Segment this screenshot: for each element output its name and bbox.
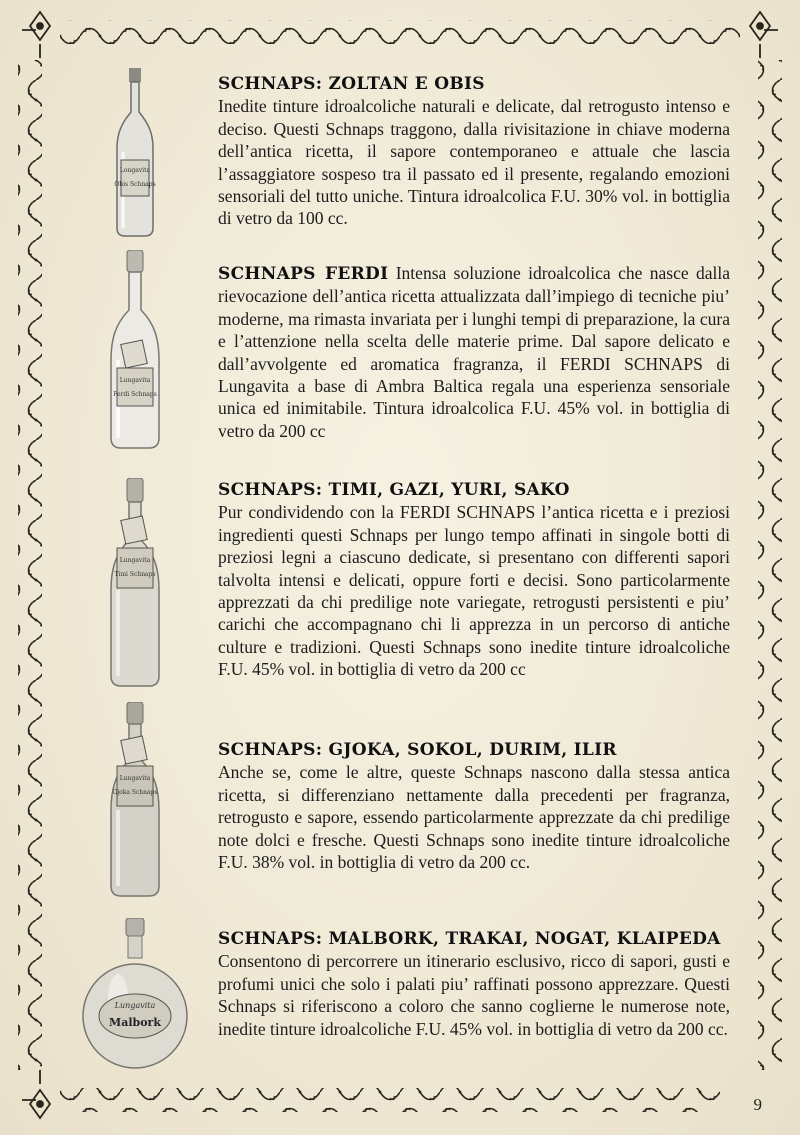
- svg-text:Ferdi Schnaps: Ferdi Schnaps: [113, 391, 157, 398]
- border-right: [758, 60, 782, 1070]
- entry-5: [218, 927, 730, 1040]
- svg-text:Lungavita: Lungavita: [119, 377, 151, 384]
- entry-title: SCHNAPS: MALBORK, TRAKAI, NOGAT, KLAIPEDA: [218, 929, 721, 949]
- svg-text:Malbork: Malbork: [109, 1016, 161, 1029]
- entry-body: Pur condividendo con la FERDI SCHNAPS l’antica ricetta e i preziosi ingredienti questi Schnaps per lungo tempo affinati in singole botti di preziosi legni a ciascuno dedicate, si presentano con differenti sapori talvolta intensi e delicati, oppure forti e decisi. Sono particolarmente apprezzati da chi predilige note variegate, retrogusti persistenti e piu’ carichi che accompagnano chi li apprezza in un percorso di antiche culture e tradizioni. Questi Schnaps sono inedite tinture idroalcoliche F.U. 45% vol. in bottiglia di vetro da 200 cc: [218, 502, 730, 680]
- bottle-image-1: [85, 68, 185, 238]
- corner-flourish-bottom-left: [22, 1070, 50, 1118]
- entry-4: [218, 738, 730, 873]
- entry-3: [218, 478, 730, 681]
- svg-text:Lungavita: Lungavita: [119, 775, 151, 782]
- svg-text:Timi Schnaps: Timi Schnaps: [114, 571, 156, 578]
- entry-title: SCHNAPS FERDI: [218, 264, 389, 284]
- bottle-image-3: [85, 478, 185, 688]
- svg-text:Lungavita: Lungavita: [114, 1001, 156, 1010]
- bottle-icon: [85, 478, 185, 688]
- bottle-image-5: [80, 918, 190, 1078]
- border-bottom: [60, 1088, 720, 1112]
- border-left: [18, 60, 42, 1070]
- corner-flourish-top-right: [750, 12, 778, 58]
- entry-title: SCHNAPS: TIMI, GAZI, YURI, SAKO: [218, 480, 570, 500]
- corner-flourish-top-left: [22, 12, 50, 58]
- bottle-icon: [85, 250, 185, 450]
- bottle-icon: [85, 702, 185, 898]
- entry-2: [218, 262, 730, 442]
- entry-body: Inedite tinture idroalcoliche naturali e delicate, dal retrogusto intenso e deciso. Questi Schnaps traggono, dalla rivisitazione in chiave moderna dell’antica ricetta, il sapore contemporaneo e attuale che lascia l’assaggiatore sospeso tra il passato ed il presente, regalando emozioni sensoriali del tutto uniche. Tintura idroalcolica F.U. 30% vol. in bottiglia di vetro da 100 cc.: [218, 96, 730, 229]
- bottle-image-4: [85, 702, 185, 898]
- bottle-icon: [85, 68, 185, 238]
- entry-body: Consentono di percorrere un itinerario esclusivo, ricco di sapori, gusti e profumi unici che solo i palati piu’ raffinati possono apprezzare. Questi Schnaps si riferiscono a coloro che sanno coglierne le numerose note, inedite tinture idroalcoliche F.U. 45% vol. in bottiglia di vetro da 200 cc.: [218, 951, 730, 1039]
- entry-body: Anche se, come le altre, queste Schnaps nascono dalla stessa antica ricetta, si differenziano nettamente dalla precedenti per fragranza, retrogusto e sapore, essendo particolarmente apprezzate da chi predilige note dolci e fresche. Questi Schnaps sono inedite tinture idroalcoliche F.U. 38% vol. in bottiglia di vetro da 200 cc.: [218, 762, 730, 873]
- svg-text:Obis Schnaps: Obis Schnaps: [114, 181, 156, 188]
- svg-text:Lungavita: Lungavita: [119, 557, 151, 564]
- border-top: [60, 20, 740, 44]
- entry-1: [218, 72, 730, 230]
- svg-text:Gjoka Schnaps: Gjoka Schnaps: [112, 789, 158, 796]
- page-number: 9: [753, 1095, 762, 1114]
- entry-body: Intensa soluzione idroalcolica che nasce dalla rievocazione dell’antica ricetta attualizzata dall’impiego di tecniche piu’ moderne, ma rimasta invariata per i lunghi tempi di preparazione, la cura e l’attenzione nella scelta delle materie prime. Dal sapore delicato e dall’avvolgente ed aromatica fragranza, il FERDI SCHNAPS di Lungavita a base di Ambra Baltica regala una esperienza sensoriale unica ed inimitabile. Tintura idroalcolica F.U. 45% vol. in bottiglia di vetro da 200 cc: [218, 263, 731, 441]
- entry-title: SCHNAPS: ZOLTAN E OBIS: [218, 74, 485, 94]
- entry-title: SCHNAPS: GJOKA, SOKOL, DURIM, ILIR: [218, 740, 617, 760]
- svg-text:Longavita: Longavita: [119, 167, 151, 174]
- bottle-image-2: [85, 250, 185, 450]
- round-bottle-icon: [80, 918, 190, 1078]
